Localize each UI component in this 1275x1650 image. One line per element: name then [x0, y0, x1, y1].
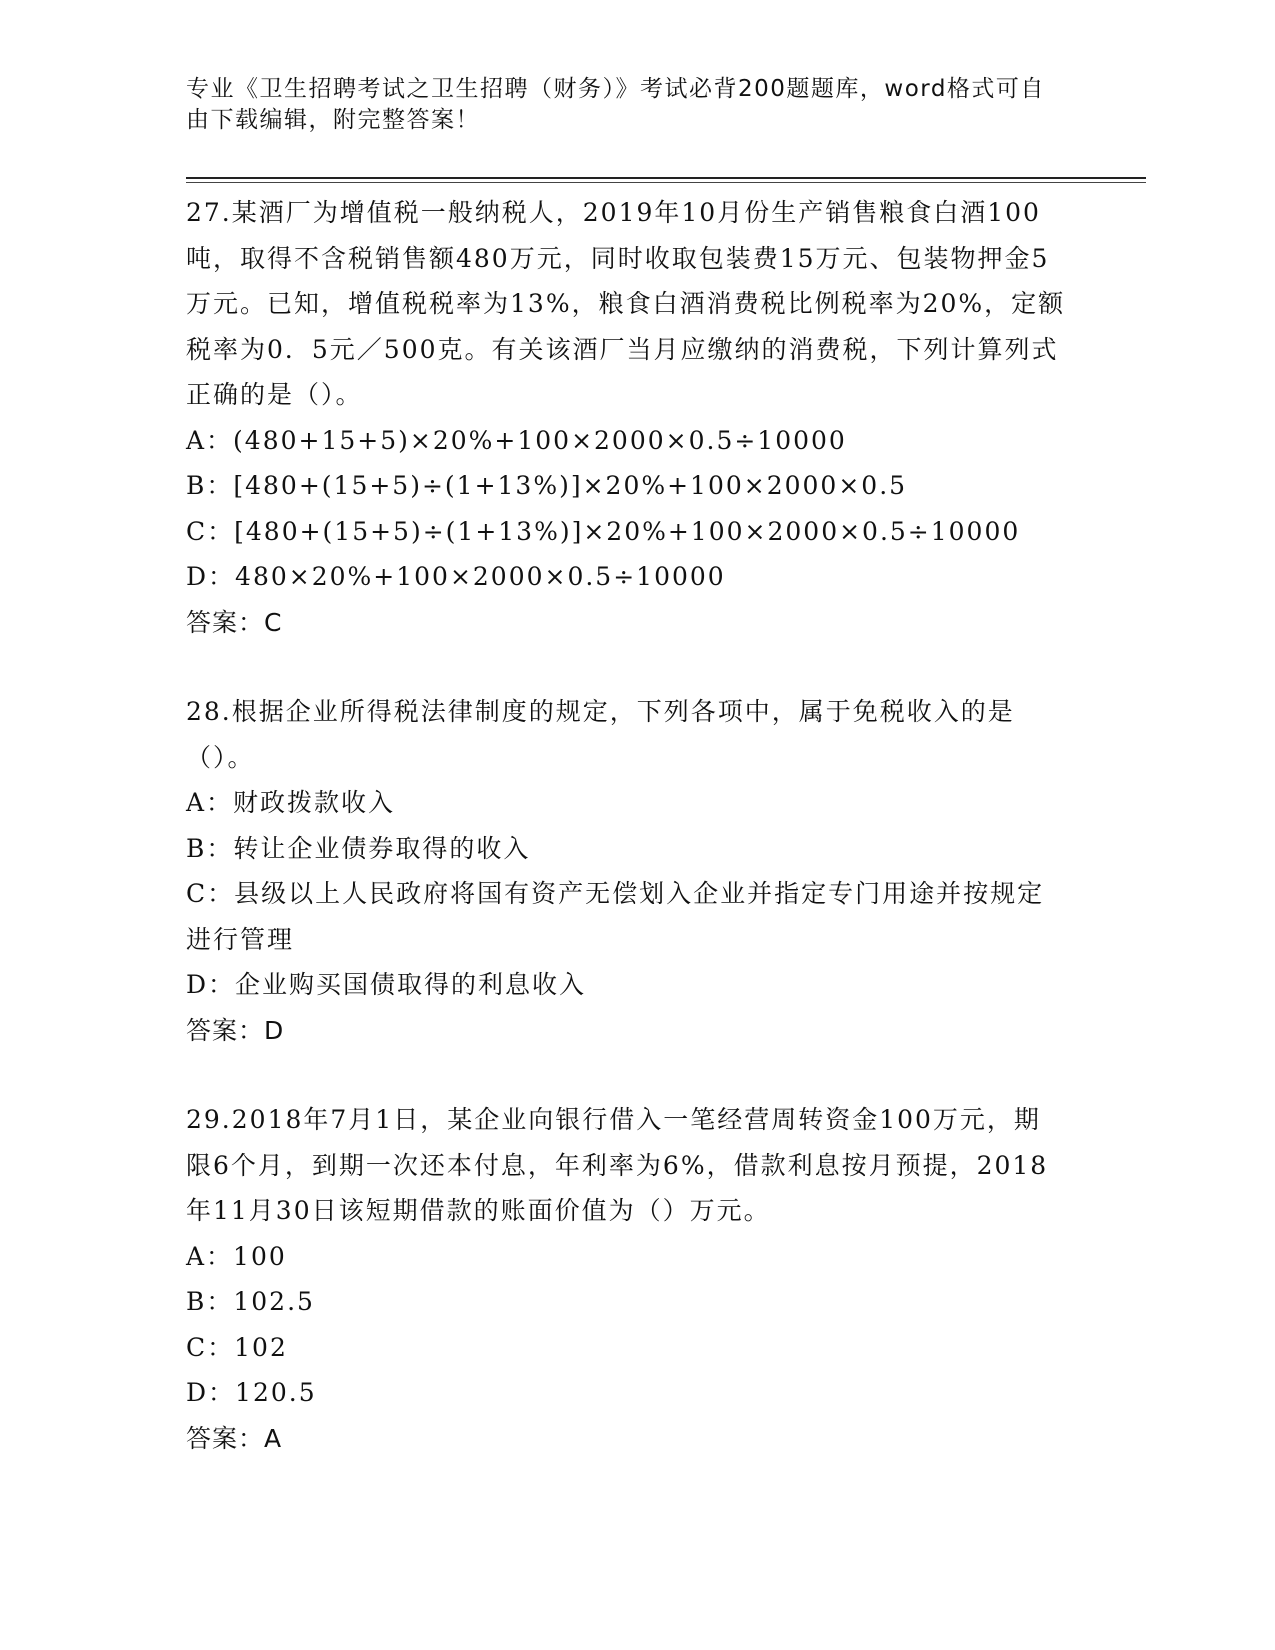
option-d: D：480×20%+100×2000×0.5÷10000 — [186, 562, 726, 591]
option-d: D：企业购买国债取得的利息收入 — [186, 970, 587, 999]
option-d: D：120.5 — [186, 1378, 317, 1407]
option-a: A：100 — [186, 1241, 287, 1271]
option-c: C：102 — [186, 1332, 288, 1362]
question-28 — [186, 689, 1066, 1053]
header-rule-thin — [186, 182, 1146, 183]
option-c: C：县级以上人民政府将国有资产无偿划入企业并指定专门用途并按规定进行管理 — [186, 879, 1045, 954]
header-rule-thick — [186, 177, 1146, 179]
option-a: A：财政拨款收入 — [186, 788, 396, 817]
question-stem: 29.2018年7月1日，某企业向银行借入一笔经营周转资金100万元，期限6个月，到期一次还本付息，年利率为6%，借款利息按月预提，2018年11月30日该短期借款的账面价值为（）万元。 — [186, 1105, 1049, 1225]
question-stem: 28.根据企业所得税法律制度的规定，下列各项中，属于免税收入的是（）。 — [186, 697, 1015, 772]
question-list — [186, 190, 1066, 1505]
answer-line: 答案：C — [186, 607, 283, 637]
answer-line: 答案：D — [186, 1015, 285, 1045]
question-29 — [186, 1097, 1066, 1461]
option-c: C：[480+(15+5)÷(1+13%)]×20%+100×2000×0.5÷10000 — [186, 516, 1021, 546]
option-b: B：转让企业债券取得的收入 — [186, 833, 531, 863]
option-b: B：[480+(15+5)÷(1+13%)]×20%+100×2000×0.5 — [186, 471, 908, 500]
option-a: A：(480+15+5)×20%+100×2000×0.5÷10000 — [186, 425, 847, 455]
option-b: B：102.5 — [186, 1287, 315, 1316]
answer-line: 答案：A — [186, 1423, 283, 1453]
question-27 — [186, 190, 1066, 645]
question-stem: 27.某酒厂为增值税一般纳税人，2019年10月份生产销售粮食白酒100吨，取得不含税销售额480万元，同时收取包装费15万元、包装物押金5万元。已知，增值税税率为13%，粮食白酒消费税比例税率为20%，定额税率为0．5元／500克。有关该酒厂当月应缴纳的消费税，下列计算列式正确的是（）。 — [186, 198, 1066, 409]
document-header: 专业《卫生招聘考试之卫生招聘（财务）》考试必背200题题库，word格式可自由下载编辑，附完整答案！ — [186, 76, 1045, 133]
